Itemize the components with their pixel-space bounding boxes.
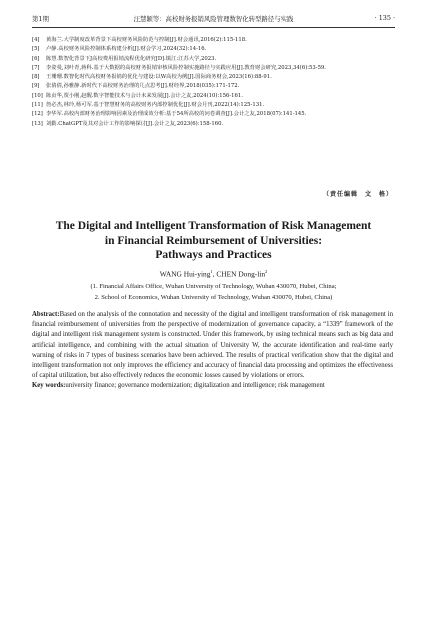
- reference-list: [32, 36, 395, 129]
- reference-item: [32, 73, 395, 82]
- header-rule: [32, 27, 395, 28]
- reference-text: 黄海兰.大学制度改革背景下高校财务风险防范与控制[J].财会通讯,2016(2):115-118.: [46, 37, 247, 43]
- reference-item: [32, 45, 395, 54]
- reference-number: [7]: [32, 64, 40, 71]
- author-name: WANG Hui-ying: [159, 269, 211, 279]
- title-line: in Financial Reimbursement of Universities:: [104, 234, 323, 247]
- reference-item: [32, 120, 395, 129]
- abstract-label: Abstract:: [32, 311, 60, 318]
- reference-text: 王珊珊.数智化时代高校财务报销的优化与建设:以W高校为例[J].国际商务财会,2023(16):88-91.: [46, 74, 272, 81]
- reference-text: 卢静.高校财务风险控制体系构建分析[J].财会学习,2024(32):14-16.: [46, 46, 207, 53]
- reference-text: 陈慧.数智化背景下J高校费用报销流程优化研究[D].镇江:江苏大学,2023.: [46, 55, 217, 62]
- reference-text: 张倩倩,孙雅静.新时代下高校财务治理的几点思考[J].财经界,2018(035):171-172.: [46, 83, 240, 90]
- affiliation-marker: 2: [265, 269, 268, 274]
- reference-item: [32, 82, 395, 91]
- affiliation: (1. Financial Affairs Office, Wuhan University of Technology, Wuhan 430070, Hubei, China;: [90, 283, 337, 290]
- reference-number: [4]: [32, 37, 40, 43]
- paper-title: [32, 219, 395, 263]
- reference-number: [11]: [32, 102, 43, 109]
- reference-text: 李姿曼,刘叶青,蒋科.基于大数据的高校财务报销审核风险控制实施路径与实践应用[J].教育财会研究,2023,34(6):53-59.: [46, 64, 326, 71]
- reference-number: [8]: [32, 74, 40, 81]
- reference-item: [32, 36, 395, 45]
- responsible-editor: （责任编辑 文 格）: [322, 191, 393, 198]
- reference-number: [9]: [32, 83, 40, 90]
- reference-item: [32, 110, 395, 119]
- page-number: · 135 ·: [374, 14, 395, 22]
- reference-number: [6]: [32, 55, 40, 62]
- author-line: [32, 269, 395, 278]
- keywords-label: Key words:: [32, 382, 66, 390]
- page-header: [32, 14, 395, 28]
- issue-label: 第1期: [32, 15, 49, 23]
- reference-item: [32, 64, 395, 73]
- author-separator: ,: [212, 269, 217, 279]
- reference-text: 刘勤.ChatGPT及其对会计工作的影响探讨[J].会计之友,2023(6):158-160.: [46, 120, 224, 127]
- title-line: Pathways and Practices: [155, 249, 272, 261]
- keywords-paragraph: [32, 381, 393, 391]
- reference-number: [12]: [32, 111, 43, 118]
- abstract-paragraph: [32, 310, 393, 381]
- running-title: 汪慧颖等：高校财务报销风险管理数智化转型路径与实践: [133, 15, 294, 23]
- reference-text: 陈贞华,贾小刚,赵醒.数字智能技术与会计未来发展[J].会计之友,2024(10):156-161.: [46, 92, 243, 99]
- affiliation: 2. School of Economics, Wuhan University of Technology, Wuhan 430070, Hubei, China): [94, 294, 333, 301]
- title-line: The Digital and Intelligent Transformation of Risk Management: [55, 220, 372, 232]
- reference-number: [10]: [32, 92, 43, 99]
- reference-text: 詹必杰,林玲,杨可军.基于智慧财务的高校财务内部控制优化[J].财会月刊,2022(14):125-131.: [46, 102, 265, 109]
- reference-item: [32, 101, 395, 110]
- reference-item: [32, 92, 395, 101]
- author-name: CHEN Dong-lin: [216, 269, 266, 279]
- abstract-text: Based on the analysis of the connotation and necessity of the digital and intelligent transformation of risk management in financial reimbursement of universities from the perspective of modernization of governance capacity, a “1339” framework of the digital and intelligent risk management system is constructed. Under this framework, by using technical means such as big data and artificial intelligence, and combining with the actual situation of University W, the accurate identification and real-time early warning of risks in 7 types of business scenarios have been achieved. The results of practical verification show that the digital and intelligent transformation not only improves the efficiency and accuracy of financial data processing and optimizes the effectiveness of capital utilization, but also effectively reduces the economic losses caused by violations or errors.: [32, 311, 393, 380]
- abstract-block: [32, 310, 393, 392]
- affiliation-marker: 1: [210, 269, 213, 274]
- reference-number: [5]: [32, 46, 40, 53]
- reference-item: [32, 55, 395, 64]
- reference-number: [13]: [32, 120, 43, 127]
- keywords-text: university finance; governance modernization; digitalization and intelligence; risk management: [65, 382, 325, 390]
- reference-text: 李华军.高校内部财务治理影响因素及治理成效分析:基于54所高校的问卷调查[J].会计之友,2018(07):141-145.: [46, 111, 307, 118]
